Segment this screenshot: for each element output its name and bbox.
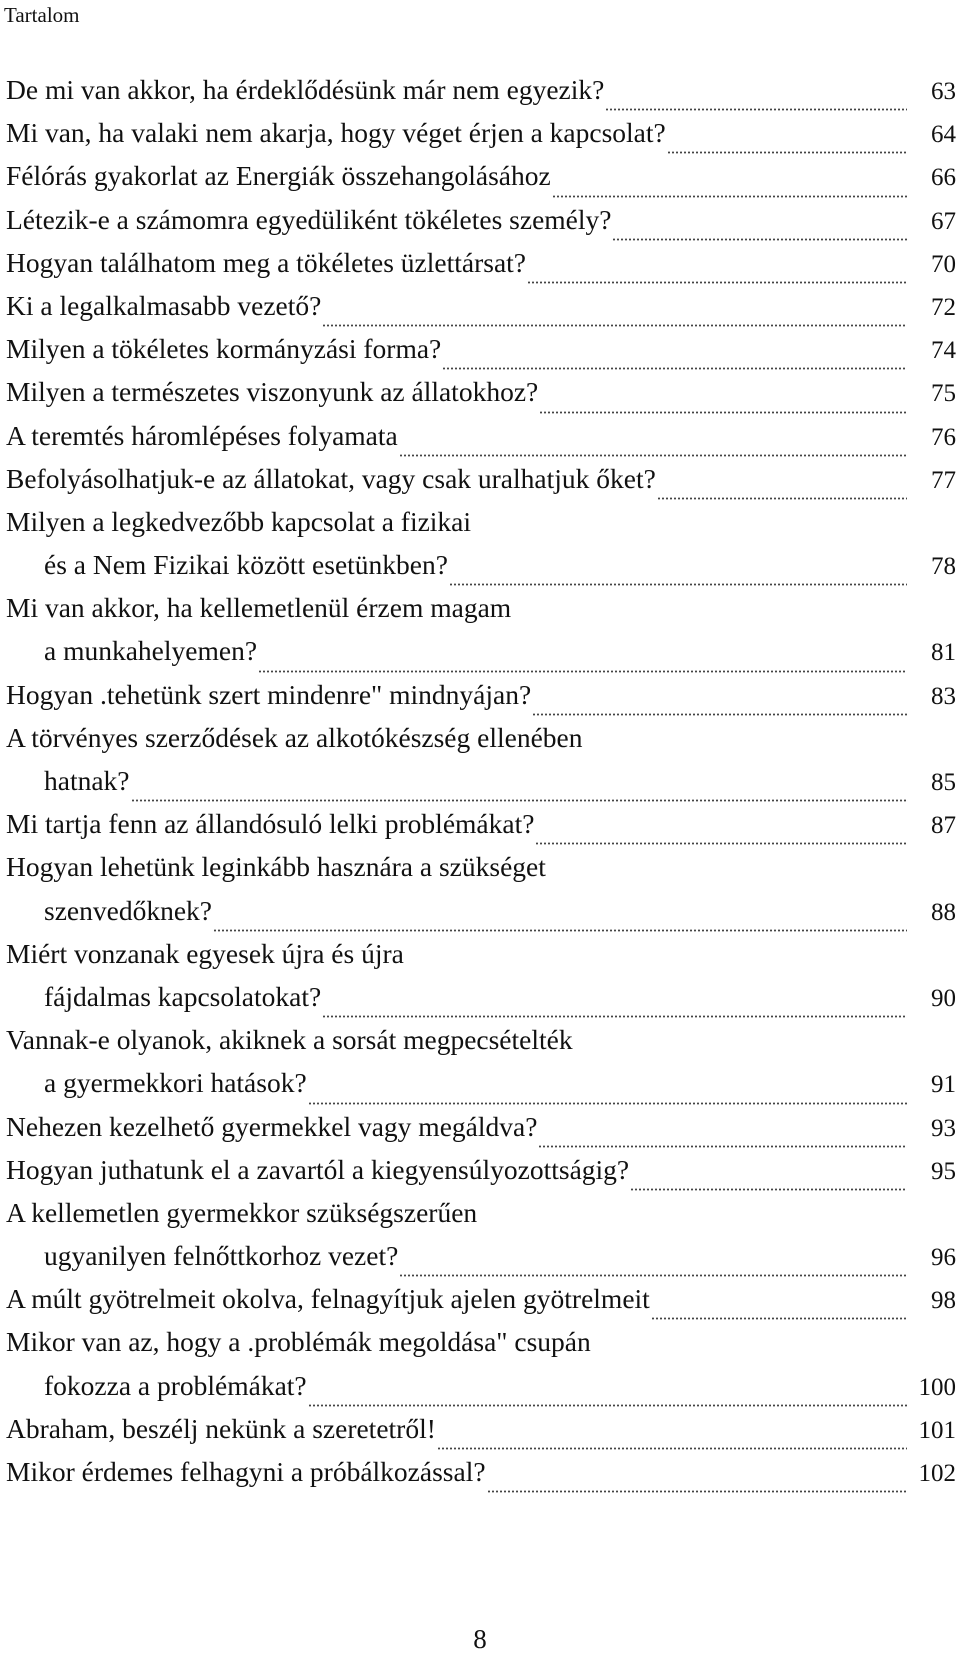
toc-entry (0, 845, 960, 931)
toc-entry-title: A múlt gyötrelmeit okolva, felnagyítjuk ajelen gyötrelmeit (6, 1283, 650, 1315)
toc-entry-page: 93 (931, 1114, 956, 1142)
toc-entry-title: Miért vonzanak egyesek újra és újra (6, 937, 404, 969)
toc-entry-title: De mi van akkor, ha érdeklődésünk már nem egyezik? (6, 74, 605, 105)
toc-entry-page: 100 (918, 1373, 956, 1401)
toc-entry-title: Mi van, ha valaki nem akarja, hogy véget érjen a kapcsolat? (6, 117, 666, 149)
toc-entry-title: Mi tartja fenn az állandósuló lelki problémákat? (6, 808, 535, 840)
dot-leader (322, 1008, 907, 1018)
toc-entry-continuation-line (0, 1364, 960, 1407)
toc-entry-page: 81 (931, 639, 956, 667)
toc-entry-title: Hogyan .tehetünk szert mindenre" mindnyájan? (6, 678, 532, 710)
dot-leader (630, 1181, 907, 1191)
dot-leader (442, 360, 907, 370)
toc-entry-title: A kellemetlen gyermekkor szükségszerűen (6, 1196, 478, 1228)
toc-entry-title: A törvényes szerződések az alkotókészség ellenében (6, 721, 583, 753)
toc-entry-page: 101 (918, 1416, 956, 1444)
toc-entry (0, 500, 960, 586)
toc-entry-title: Mikor érdemes felhagyni a próbálkozással? (6, 1456, 486, 1487)
toc-entry-title: a gyermekkori hatások? (44, 1067, 307, 1099)
toc-entry-page: 102 (918, 1460, 956, 1487)
toc-entry-title: fájdalmas kapcsolatokat? (44, 980, 322, 1012)
dot-leader (527, 274, 907, 284)
dot-leader (612, 231, 907, 241)
running-header: Tartalom (4, 3, 80, 27)
toc-entry-page: 96 (931, 1244, 956, 1272)
toc-entry-title: Hogyan juthatunk el a zavartól a kiegyensúlyozottságig? (6, 1153, 630, 1185)
toc-entry (0, 370, 960, 413)
toc-entry (0, 457, 960, 500)
dot-leader (308, 1095, 907, 1105)
toc-entry (0, 154, 960, 197)
toc-entry (0, 1407, 960, 1450)
toc-entry-title-line (0, 1450, 960, 1493)
toc-entry-page: 87 (931, 812, 956, 840)
toc-entry (0, 1018, 960, 1104)
toc-entry-title: Hogyan találhatom meg a tökéletes üzlettársat? (6, 246, 527, 278)
toc-entry-title-line (0, 716, 960, 759)
toc-entry-page: 74 (931, 337, 956, 365)
toc-entry-title-line (0, 586, 960, 629)
toc-entry-continuation-line (0, 889, 960, 932)
toc-entry-page: 72 (931, 293, 956, 321)
toc-entry-title-line (0, 500, 960, 543)
toc-entry-title: Milyen a tökéletes kormányzási forma? (6, 333, 442, 365)
toc-entry (0, 673, 960, 716)
toc-entry-page: 98 (931, 1287, 956, 1315)
dot-leader (322, 317, 907, 327)
toc-entry-title: fokozza a problémákat? (44, 1369, 307, 1401)
toc-entry-title: A teremtés háromlépéses folyamata (6, 419, 398, 451)
toc-entry-title-line (0, 414, 960, 457)
dot-leader (487, 1483, 907, 1493)
toc-entry-page: 64 (931, 121, 956, 149)
toc-entry-continuation-line (0, 1234, 960, 1277)
toc-entry-title-line (0, 1105, 960, 1148)
toc-entry-title: a munkahelyemen? (44, 635, 258, 667)
toc-entry-page: 78 (931, 553, 956, 581)
toc-entry-page: 83 (931, 682, 956, 710)
toc-entry (0, 241, 960, 284)
toc-entry (0, 586, 960, 672)
toc-entry-title: hatnak? (44, 765, 130, 796)
dot-leader (258, 663, 907, 673)
toc-entry-title: Ki a legalkalmasabb vezető? (6, 289, 322, 321)
toc-entry-title-line (0, 1407, 960, 1450)
toc-entry-title-line (0, 673, 960, 716)
toc-entry-title: Milyen a természetes viszonyunk az állatokhoz? (6, 376, 539, 408)
toc-entry-title: Mi van akkor, ha kellemetlenül érzem magam (6, 592, 512, 624)
dot-leader (605, 101, 907, 111)
toc-entry (0, 68, 960, 111)
toc-entry-title: Nehezen kezelhető gyermekkel vagy megáldva? (6, 1110, 538, 1142)
toc-entry (0, 198, 960, 241)
toc-entry-title-line (0, 111, 960, 154)
toc-entry-title: Hogyan lehetünk leginkább hasznára a szükséget (6, 851, 546, 883)
toc-entry-title-line (0, 241, 960, 284)
toc-entry-continuation-line (0, 543, 960, 586)
toc-entry (0, 802, 960, 845)
toc-entry (0, 1277, 960, 1320)
dot-leader (399, 447, 907, 457)
dot-leader (552, 188, 907, 198)
page-number: 8 (473, 1624, 487, 1654)
toc-entry (0, 932, 960, 1018)
toc-entry-title: szenvedőknek? (44, 894, 212, 926)
toc-entry-page: 63 (931, 78, 956, 105)
dot-leader (538, 1138, 907, 1148)
dot-leader (449, 576, 907, 586)
toc-entry-title-line (0, 845, 960, 888)
dot-leader (657, 490, 907, 500)
dot-leader (535, 835, 907, 845)
toc-entry-page: 75 (931, 380, 956, 408)
toc-entry-continuation-line (0, 629, 960, 672)
toc-entry-page: 95 (931, 1157, 956, 1185)
toc-entry-page: 77 (931, 466, 956, 494)
toc-entry-title-line (0, 198, 960, 241)
toc-entry-title-line (0, 932, 960, 975)
toc-entry-title-line (0, 327, 960, 370)
toc-entry (0, 111, 960, 154)
toc-entry-title-line (0, 457, 960, 500)
toc-entry-title-line (0, 154, 960, 197)
dot-leader (213, 922, 907, 932)
toc-entry (0, 327, 960, 370)
toc-entry-title-line (0, 1148, 960, 1191)
toc-entry-title-line (0, 370, 960, 413)
toc-entry (0, 1191, 960, 1277)
toc-entry-page: 85 (931, 769, 956, 796)
toc-entry (0, 716, 960, 802)
toc-entry-title-line (0, 1277, 960, 1320)
toc-entry-title: ugyanilyen felnőttkorhoz vezet? (44, 1240, 399, 1272)
toc-entry (0, 1148, 960, 1191)
toc-entry-title-line (0, 284, 960, 327)
toc-entry-title: Milyen a legkedvezőbb kapcsolat a fizikai (6, 505, 472, 537)
toc-entry-title: Befolyásolhatjuk-e az állatokat, vagy csak uralhatjuk őket? (6, 462, 656, 494)
toc-entry-title: Abraham, beszélj nekünk a szeretetről! (6, 1412, 436, 1444)
dot-leader (399, 1267, 907, 1277)
toc-entry-continuation-line (0, 759, 960, 802)
toc-entry (0, 1320, 960, 1406)
toc-entry-page: 70 (931, 250, 956, 278)
toc-entry-title-line (0, 68, 960, 111)
toc-entry (0, 414, 960, 457)
toc-entry-page: 66 (931, 164, 956, 192)
dot-leader (437, 1440, 907, 1450)
toc-entry (0, 1450, 960, 1493)
toc-entry-title: Létezik-e a számomra egyedüliként tökéletes személy? (6, 203, 612, 235)
table-of-contents (0, 68, 960, 1493)
toc-entry-continuation-line (0, 975, 960, 1018)
toc-entry-title-line (0, 1191, 960, 1234)
toc-entry (0, 284, 960, 327)
toc-entry-page: 76 (931, 423, 956, 451)
toc-entry-title: Mikor van az, hogy a .problémák megoldása" csupán (6, 1326, 591, 1358)
toc-entry-title: Vannak-e olyanok, akiknek a sorsát megpecsételték (6, 1024, 573, 1056)
dot-leader (539, 404, 907, 414)
toc-entry-title: Félórás gyakorlat az Energiák összehangolásához (6, 160, 551, 192)
toc-entry-title: és a Nem Fizikai között esetünkben? (44, 549, 448, 581)
toc-entry-page: 91 (931, 1071, 956, 1099)
dot-leader (667, 144, 907, 154)
toc-entry-page: 90 (931, 984, 956, 1012)
toc-entry-title-line (0, 1320, 960, 1363)
toc-entry-title-line (0, 802, 960, 845)
dot-leader (308, 1397, 907, 1407)
toc-entry-title-line (0, 1018, 960, 1061)
dot-leader (651, 1310, 907, 1320)
toc-entry-continuation-line (0, 1061, 960, 1104)
dot-leader (131, 792, 907, 802)
toc-entry-page: 67 (931, 207, 956, 235)
toc-entry (0, 1105, 960, 1148)
toc-entry-page: 88 (931, 898, 956, 926)
dot-leader (532, 706, 907, 716)
